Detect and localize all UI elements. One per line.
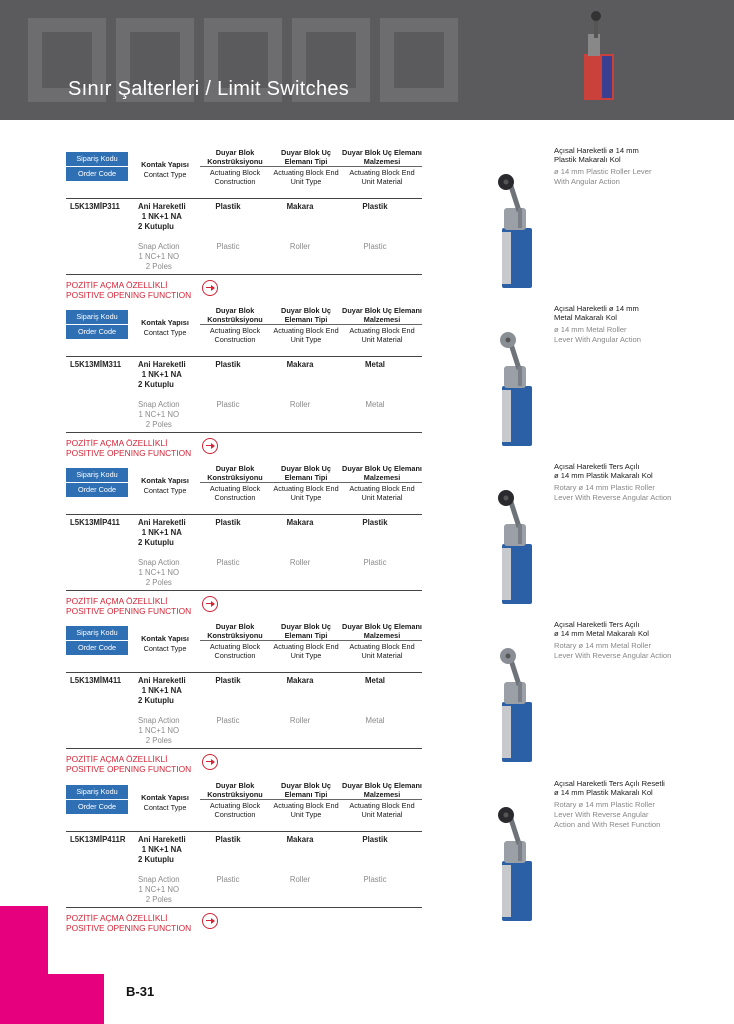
positive-opening-icon [202, 596, 218, 612]
material-value: Metal [365, 676, 385, 685]
contact-line: 1 NC+1 NO [138, 252, 180, 261]
contact-type-header [130, 462, 200, 510]
mat-header-en: Actuating Block End Unit Material [349, 801, 415, 819]
contact-type-tr [138, 202, 186, 232]
table-row [66, 202, 422, 276]
material-value: Plastik [362, 518, 388, 527]
body-header-en: Actuating Block Construction [209, 484, 261, 502]
order-code-header-tr: Sipariş Kodu [66, 785, 128, 799]
divider [66, 831, 422, 832]
body-header-en: Actuating Block Construction [209, 801, 261, 819]
table-row [66, 518, 422, 592]
contact-line: 1 NK+1 NA [141, 528, 182, 537]
positive-opening-en: POSITIVE OPENING FUNCTION [66, 606, 192, 616]
end-header-tr: Duyar Blok Uç Elemanı Tipi [281, 306, 331, 324]
contact-line: 1 NC+1 NO [138, 726, 180, 735]
end-unit-value: Makara [286, 676, 314, 685]
contact-line: 2 Poles [145, 895, 172, 904]
end-unit-value: Makara [286, 518, 314, 527]
positive-opening-tr: POZİTİF AÇMA ÖZELLİKLİ [66, 913, 168, 923]
positive-opening-en: POSITIVE OPENING FUNCTION [66, 290, 192, 300]
page-header [0, 0, 734, 120]
table-header-row [66, 146, 422, 194]
order-code: L5K13MİP411R [70, 835, 126, 844]
contact-line: 2 Kutuplu [138, 855, 174, 864]
contact-type-en [138, 716, 180, 746]
contact-type-tr [138, 835, 186, 865]
divider [66, 907, 422, 908]
material-value-en: Plastic [363, 242, 387, 251]
contact-line: Ani Hareketli [138, 518, 186, 527]
contact-line: 2 Kutuplu [138, 222, 174, 231]
divider [200, 482, 422, 483]
contact-type-tr [138, 518, 186, 548]
table-header-row [66, 620, 422, 668]
body-value-en: Plastic [216, 875, 240, 884]
mat-header-en: Actuating Block End Unit Material [349, 168, 415, 186]
product-description [554, 146, 724, 187]
body-value-en: Plastic [216, 558, 240, 567]
description-tr: Açısal Hareketli Ters Açılı [554, 620, 640, 629]
end-unit-material-header [342, 620, 422, 668]
positive-opening-icon [202, 280, 218, 296]
description-tr: ø 14 mm Metal Makaralı Kol [554, 629, 649, 638]
positive-opening-label [66, 438, 191, 458]
contact-line: Ani Hareketli [138, 835, 186, 844]
order-code-header-en: Order Code [66, 800, 128, 814]
contact-line: 1 NC+1 NO [138, 885, 180, 894]
material-value: Metal [365, 360, 385, 369]
product-table [66, 146, 422, 271]
mat-header-tr: Duyar Blok Uç Elemanı Malzemesi [342, 148, 422, 166]
body-header-en: Actuating Block Construction [209, 642, 261, 660]
mat-header-en: Actuating Block End Unit Material [349, 642, 415, 660]
end-unit-type-header [270, 146, 342, 194]
product-description [554, 779, 724, 829]
end-unit-type-header [270, 462, 342, 510]
mat-header-tr: Duyar Blok Uç Elemanı Malzemesi [342, 781, 422, 799]
end-header-tr: Duyar Blok Uç Elemanı Tipi [281, 148, 331, 166]
body-value-en: Plastic [216, 400, 240, 409]
order-code-header-en: Order Code [66, 167, 128, 181]
positive-opening-icon [202, 438, 218, 454]
divider [66, 748, 422, 749]
end-header-en: Actuating Block End Unit Type [273, 484, 339, 502]
contact-type-tr [138, 360, 186, 390]
description-tr: Plastik Makaralı Kol [554, 155, 621, 164]
contact-type-header-tr: Kontak Yapısı [141, 793, 189, 802]
positive-opening-tr: POZİTİF AÇMA ÖZELLİKLİ [66, 280, 168, 290]
order-code-header-en: Order Code [66, 325, 128, 339]
page-number: B-31 [126, 984, 155, 999]
contact-type-header-en: Contact Type [143, 803, 187, 812]
description-en: Rotary ø 14 mm Metal Roller [554, 641, 652, 650]
contact-line: 2 Poles [145, 578, 172, 587]
limit-switch-image [484, 486, 546, 606]
body-header-tr: Duyar Blok Konstrüksiyonu [207, 148, 263, 166]
body-construction-header [200, 620, 270, 668]
end-header-en: Actuating Block End Unit Type [273, 168, 339, 186]
order-code-header-tr: Sipariş Kodu [66, 310, 128, 324]
order-code: L5K13MİM311 [70, 360, 122, 369]
table-row [66, 676, 422, 750]
contact-line: Snap Action [138, 242, 180, 251]
end-unit-type-header [270, 304, 342, 352]
product-description [554, 304, 724, 345]
positive-opening-tr: POZİTİF AÇMA ÖZELLİKLİ [66, 438, 168, 448]
description-tr: Açısal Hareketli ø 14 mm [554, 304, 639, 313]
body-construction-header [200, 462, 270, 510]
end-unit-value-en: Roller [289, 875, 311, 884]
order-code-header-tr: Sipariş Kodu [66, 468, 128, 482]
divider [66, 432, 422, 433]
end-header-tr: Duyar Blok Uç Elemanı Tipi [281, 622, 331, 640]
mat-header-tr: Duyar Blok Uç Elemanı Malzemesi [342, 464, 422, 482]
positive-opening-icon [202, 913, 218, 929]
mat-header-en: Actuating Block End Unit Material [349, 484, 415, 502]
page-title: Sınır Şalterleri / Limit Switches [68, 78, 350, 100]
contact-type-header-tr: Kontak Yapısı [141, 476, 189, 485]
end-unit-value: Makara [286, 835, 314, 844]
contact-type-en [138, 242, 180, 272]
body-value-en: Plastic [216, 716, 240, 725]
description-en: Lever With Reverse Angular Action [554, 493, 672, 502]
order-code: L5K13MİP311 [70, 202, 120, 211]
positive-opening-tr: POZİTİF AÇMA ÖZELLİKLİ [66, 754, 168, 764]
divider [200, 799, 422, 800]
description-en: Rotary ø 14 mm Plastic Roller [554, 800, 655, 809]
contact-line: Snap Action [138, 716, 180, 725]
description-en: With Angular Action [554, 177, 620, 186]
contact-line: Ani Hareketli [138, 202, 186, 211]
material-value: Plastik [362, 835, 388, 844]
material-value: Plastik [362, 202, 388, 211]
order-code-header-tr: Sipariş Kodu [66, 152, 128, 166]
body-construction-header [200, 779, 270, 827]
product-description [554, 620, 724, 661]
end-unit-value: Makara [286, 202, 314, 211]
description-en: Lever With Angular Action [554, 335, 641, 344]
order-code-header-tr: Sipariş Kodu [66, 626, 128, 640]
material-value-en: Metal [365, 716, 385, 725]
contact-type-header-tr: Kontak Yapısı [141, 318, 189, 327]
divider [66, 514, 422, 515]
body-construction-header [200, 304, 270, 352]
end-unit-material-header [342, 462, 422, 510]
description-en: Action and With Reset Function [554, 820, 661, 829]
limit-switch-image [484, 803, 546, 923]
contact-line: 2 Poles [145, 420, 172, 429]
table-header-row [66, 462, 422, 510]
body-header-tr: Duyar Blok Konstrüksiyonu [207, 781, 263, 799]
description-tr: Açısal Hareketli ø 14 mm [554, 146, 639, 155]
positive-opening-label [66, 913, 191, 933]
divider [200, 324, 422, 325]
body-header-tr: Duyar Blok Konstrüksiyonu [207, 622, 263, 640]
contact-line: 1 NK+1 NA [141, 370, 182, 379]
body-value-en: Plastic [216, 242, 240, 251]
body-value: Plastik [215, 518, 241, 527]
table-row [66, 835, 422, 909]
contact-type-en [138, 558, 180, 588]
positive-opening-label [66, 280, 191, 300]
divider [66, 356, 422, 357]
contact-type-header [130, 620, 200, 668]
description-en: Lever With Reverse Angular Action [554, 651, 672, 660]
material-value-en: Plastic [363, 875, 387, 884]
contact-line: Snap Action [138, 558, 180, 567]
table-header-row [66, 304, 422, 352]
product-table [66, 304, 422, 429]
divider [66, 672, 422, 673]
description-en: Lever With Reverse Angular [554, 810, 649, 819]
description-tr: ø 14 mm Plastik Makaralı Kol [554, 471, 653, 480]
end-header-tr: Duyar Blok Uç Elemanı Tipi [281, 464, 331, 482]
body-value: Plastik [215, 676, 241, 685]
positive-opening-icon [202, 754, 218, 770]
contact-type-header [130, 146, 200, 194]
contact-line: 1 NK+1 NA [141, 212, 182, 221]
product-table [66, 462, 422, 587]
description-tr: Açısal Hareketli Ters Açılı Resetli [554, 779, 665, 788]
product-description [554, 462, 724, 503]
positive-opening-en: POSITIVE OPENING FUNCTION [66, 448, 192, 458]
contact-line: 2 Kutuplu [138, 696, 174, 705]
end-unit-material-header [342, 146, 422, 194]
end-unit-material-header [342, 304, 422, 352]
description-tr: Metal Makaralı Kol [554, 313, 617, 322]
end-header-en: Actuating Block End Unit Type [273, 801, 339, 819]
contact-line: Snap Action [138, 875, 180, 884]
end-unit-material-header [342, 779, 422, 827]
order-code-header-en: Order Code [66, 483, 128, 497]
contact-type-header [130, 779, 200, 827]
material-value-en: Metal [365, 400, 385, 409]
body-header-en: Actuating Block Construction [209, 326, 261, 344]
material-value-en: Plastic [363, 558, 387, 567]
positive-opening-en: POSITIVE OPENING FUNCTION [66, 923, 192, 933]
contact-type-header-tr: Kontak Yapısı [141, 160, 189, 169]
divider [66, 590, 422, 591]
end-unit-value: Makara [286, 360, 314, 369]
end-header-en: Actuating Block End Unit Type [273, 326, 339, 344]
contact-line: 2 Kutuplu [138, 380, 174, 389]
divider [66, 274, 422, 275]
end-unit-type-header [270, 779, 342, 827]
contact-type-header-en: Contact Type [143, 644, 187, 653]
description-en: Rotary ø 14 mm Plastic Roller [554, 483, 655, 492]
contact-line: 1 NK+1 NA [141, 686, 182, 695]
positive-opening-label [66, 754, 191, 774]
body-value: Plastik [215, 360, 241, 369]
body-header-en: Actuating Block Construction [209, 168, 261, 186]
positive-opening-label [66, 596, 191, 616]
body-value: Plastik [215, 835, 241, 844]
description-en: ø 14 mm Plastic Roller Lever [554, 167, 652, 176]
description-tr: ø 14 mm Plastik Makaralı Kol [554, 788, 653, 797]
body-header-tr: Duyar Blok Konstrüksiyonu [207, 464, 263, 482]
limit-switch-image [484, 170, 546, 290]
positive-opening-en: POSITIVE OPENING FUNCTION [66, 764, 192, 774]
table-header-row [66, 779, 422, 827]
contact-line: 1 NC+1 NO [138, 568, 180, 577]
end-unit-value-en: Roller [289, 716, 311, 725]
divider [66, 198, 422, 199]
mat-header-tr: Duyar Blok Uç Elemanı Malzemesi [342, 622, 422, 640]
contact-line: 2 Poles [145, 262, 172, 271]
positive-opening-tr: POZİTİF AÇMA ÖZELLİKLİ [66, 596, 168, 606]
order-code: L5K13MİP411 [70, 518, 120, 527]
limit-switch-image [484, 644, 546, 764]
contact-line: 2 Poles [145, 736, 172, 745]
contact-line: 1 NC+1 NO [138, 410, 180, 419]
contact-type-header [130, 304, 200, 352]
end-header-tr: Duyar Blok Uç Elemanı Tipi [281, 781, 331, 799]
body-value: Plastik [215, 202, 241, 211]
contact-line: Snap Action [138, 400, 180, 409]
corner-bar-horizontal [0, 974, 104, 1024]
contact-type-tr [138, 676, 186, 706]
divider [200, 640, 422, 641]
order-code-header-en: Order Code [66, 641, 128, 655]
order-code: L5K13MİM411 [70, 676, 122, 685]
divider [200, 166, 422, 167]
product-table [66, 620, 422, 745]
limit-switch-image [484, 328, 546, 448]
table-row [66, 360, 422, 434]
contact-type-header-en: Contact Type [143, 170, 187, 179]
contact-line: 2 Kutuplu [138, 538, 174, 547]
header-product-image [580, 10, 624, 106]
body-construction-header [200, 146, 270, 194]
contact-type-en [138, 875, 180, 905]
end-unit-type-header [270, 620, 342, 668]
end-header-en: Actuating Block End Unit Type [273, 642, 339, 660]
description-tr: Açısal Hareketli Ters Açılı [554, 462, 640, 471]
contact-type-header-en: Contact Type [143, 328, 187, 337]
contact-type-en [138, 400, 180, 430]
end-unit-value-en: Roller [289, 558, 311, 567]
mat-header-tr: Duyar Blok Uç Elemanı Malzemesi [342, 306, 422, 324]
product-table [66, 779, 422, 904]
contact-line: Ani Hareketli [138, 676, 186, 685]
description-en: ø 14 mm Metal Roller [554, 325, 627, 334]
mat-header-en: Actuating Block End Unit Material [349, 326, 415, 344]
end-unit-value-en: Roller [289, 242, 311, 251]
contact-type-header-tr: Kontak Yapısı [141, 634, 189, 643]
end-unit-value-en: Roller [289, 400, 311, 409]
contact-line: Ani Hareketli [138, 360, 186, 369]
body-header-tr: Duyar Blok Konstrüksiyonu [207, 306, 263, 324]
contact-line: 1 NK+1 NA [141, 845, 182, 854]
contact-type-header-en: Contact Type [143, 486, 187, 495]
